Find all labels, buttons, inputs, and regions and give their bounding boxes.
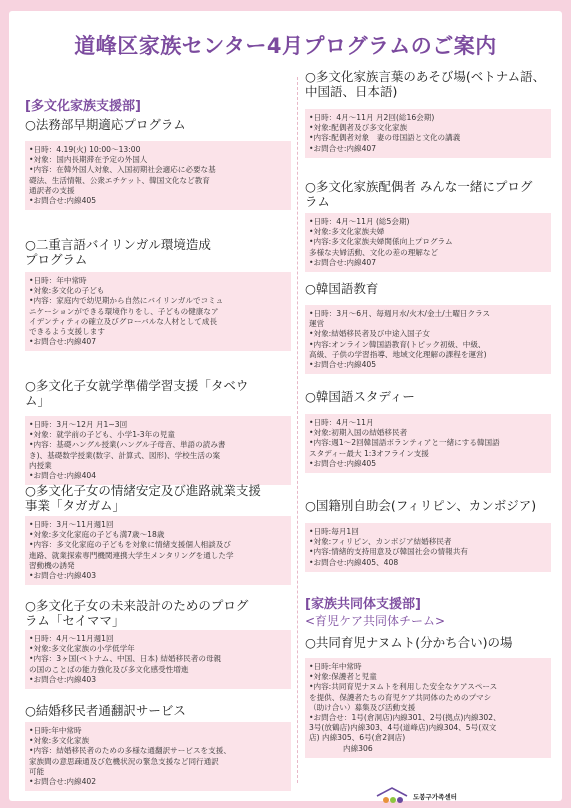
section-head-family-community: [家族共同体支援部] <育児ケア共同体チーム> bbox=[305, 597, 551, 628]
program-title-cont: ム」 bbox=[25, 393, 51, 408]
program-details: •日時：3月～11月週1回 •対象:多文化家庭の子ども満7歳～18歳 •内容：多文化家庭の子どもを対象に情緒支援個人相談及び 進路、就業探索専門機関連携大学生メンタリングを通した学 習動機の誘発 •お問合せ:内線403 bbox=[25, 516, 291, 585]
program-block bbox=[25, 237, 291, 351]
program-title-cont: プログラム bbox=[25, 252, 88, 267]
section-head-multicultural: [多文化家族支援部] bbox=[25, 99, 141, 114]
logo-text: 도봉구가족센터 bbox=[413, 792, 457, 801]
page bbox=[9, 11, 562, 801]
program-details: •日時：3月～6月、毎週月水/火木/金土/土曜日クラス 運営 •対象:結婚移民者及び中途入国子女 •内容:オンライン韓国語教育(トピック初級、中級、 高級、子供の学習指導、地域文化理解の課程を運営) •お問合せ:内線405 bbox=[305, 305, 551, 374]
program-details: •日時：4月～11月週1回 •対象:多文化家族の小学低学年 •内容：3ヶ国(ベトナム、中国、日本) 結婚移民者の母親 の国のことばの能力強化及び多文化感受性増進 •お問合せ:内線403 bbox=[25, 630, 291, 689]
program-title: ○国籍別自助会(フィリピン、カンボジア) bbox=[305, 498, 537, 513]
dobong-family-center-logo bbox=[375, 786, 457, 806]
sub-head-childcare-team: <育児ケア共同体チーム> bbox=[305, 614, 446, 628]
program-title-cont: 中国語、日本語) bbox=[305, 84, 398, 99]
program-title: ○韓国語スタディー bbox=[305, 389, 415, 404]
page-title: 道峰区家族センター4月プログラムのご案内 bbox=[74, 34, 497, 58]
program-title: ○多文化家族配偶者 みんな一緒にプログ bbox=[305, 179, 533, 194]
program-details: •日時:毎月1回 •対象:フィリピン、カンボジア結婚移民者 •内容:情緒的支持用意及び韓国社会の情報共有 •お問合せ:内線405、408 bbox=[305, 523, 551, 572]
program-block bbox=[305, 179, 551, 272]
program-block bbox=[25, 703, 291, 791]
program-block bbox=[25, 117, 291, 210]
column-divider bbox=[297, 77, 298, 783]
program-title-cont: 事業「タガガム」 bbox=[25, 498, 126, 513]
program-block bbox=[305, 69, 551, 158]
program-details: •日時：4月～11月 月2回(総16会期) •対象:配偶者及び多文化家族 •内容:配偶者対象 妻の母国語と文化の講義 •お問合せ:内線407 bbox=[305, 109, 551, 158]
program-title: ○結婚移民者通翻訳サービス bbox=[25, 703, 186, 718]
program-title: ○多文化子女の未来設計のためのプログ bbox=[25, 598, 249, 613]
program-block bbox=[25, 483, 291, 585]
program-title: ○多文化家族言葉のあそび場(ベトナム語、 bbox=[305, 69, 546, 84]
program-title-cont: ラム bbox=[305, 194, 330, 209]
program-title: ○二重言語バイリンガル環境造成 bbox=[25, 237, 211, 252]
program-details: •日時：年中常時 •対象:多文化の子ども •内容：家庭内で幼児期から自然にバイリンガルでコミュ ニケーションができる環境作りをし、子どもの健康なア イデンティティの確立及びグローバルな人材として成長 できるよう支援します •お問合せ:内線407 bbox=[25, 272, 291, 351]
program-details: •日時：4月～11月 (総5会期) •対象:多文化家族夫婦 •内容:多文化家族夫婦関係向上プログラム 多様な夫婦活動、文化の差の理解など •お問合せ:内線407 bbox=[305, 213, 551, 272]
program-details: •日時:年中常時 •対象:保護者と児童 •内容:共同育児ナヌムトを利用した安全なケアスペース を提供、保護者たちの育児ケア共同体のためのプマシ （助け合い）募集及び活動支援 •お問合せ：1号(倉洞店)内線301、2号(拠点)内線302、 3号(放鶴店)内線303、4号(道峰店)内線304、5号(双文 店) 内線305、6号(倉2洞店) 内線306 bbox=[305, 658, 551, 758]
program-details: •日時：3月～12月 月1~3回 •対象：就学前の子ども、小学1-3年の児童 •内容：基礎ハングル授業(ハングル子母音、単語の読み書 き)、基礎数学授業(数字、計算式、図形)、学校生活の案 内授業 •お問合せ:内線404 bbox=[25, 416, 291, 485]
program-title-cont: ラム「セイママ」 bbox=[25, 613, 125, 628]
program-block bbox=[25, 598, 291, 689]
program-block bbox=[305, 635, 551, 758]
program-block bbox=[305, 281, 551, 374]
program-title: ○多文化子女就学準備学習支援「タベウ bbox=[25, 378, 249, 393]
program-title: ○法務部早期適応プログラム bbox=[25, 117, 186, 132]
program-title: ○共同育児ナヌムト(分かち合い)の場 bbox=[305, 635, 513, 650]
house-logo-icon bbox=[375, 786, 409, 806]
program-block bbox=[305, 389, 551, 473]
program-details: •日時：4.19(火) 10:00～13:00 •対象：国内長期滞在予定の外国人 •内容：在韓外国人対象、入国初期社会適応に必要な基 礎法、生活情報、公衆エチケット、韓国文化など教育 通訳者の支援 •お問合せ:内線405 bbox=[25, 141, 291, 210]
program-title: ○韓国語教育 bbox=[305, 281, 379, 296]
program-block bbox=[25, 378, 291, 485]
program-block bbox=[305, 498, 551, 572]
program-title: ○多文化子女の情緒安定及び進路就業支援 bbox=[25, 483, 261, 498]
program-details: •日時：4月～11月 •対象:初期入国の結婚移民者 •内容:週1～2回韓国語ボランティアと一緒にする韓国語 スタディー最大 1:3オフライン支援 •お問合せ:内線405 bbox=[305, 414, 551, 473]
program-details: •日時:年中常時 •対象:多文化家族 •内容：結婚移民者のための多様な通翻訳サービスを支援、 家族間の意思疎通及び危機状況の緊急支援など同行通訳 可能 •お問合せ:内線402 bbox=[25, 722, 291, 791]
